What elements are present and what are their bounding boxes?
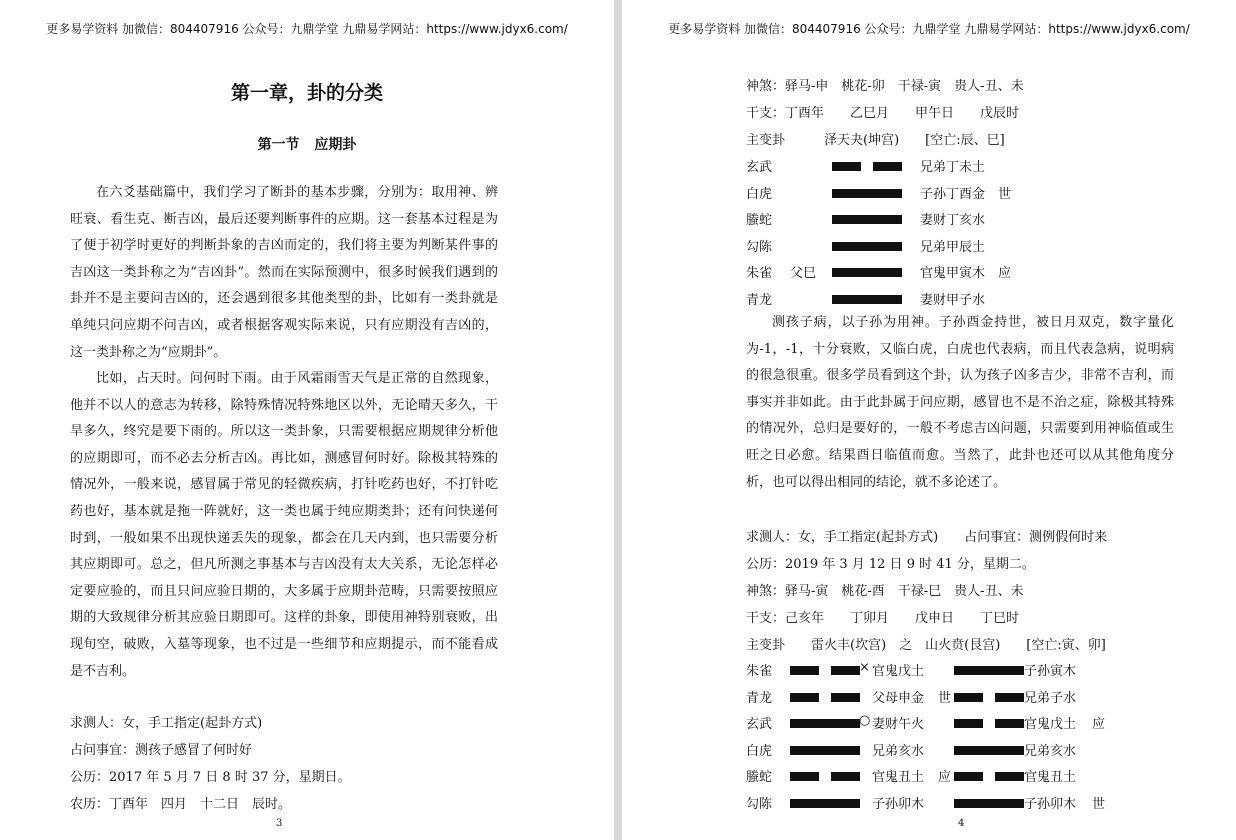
hexagram-2-row <box>622 713 1236 733</box>
yin-yao-line <box>832 162 902 171</box>
yang-yao-line <box>832 242 902 251</box>
case2-ganzhi: 干支：己亥年 丁卯月 戊申日 丁巳时 <box>746 611 1020 626</box>
main-line-relation: 妻财午火 <box>872 717 925 732</box>
line-relation: 兄弟甲辰土 <box>920 239 986 255</box>
line-relation: 妻财丁亥水 <box>920 213 986 228</box>
main-line-relation: 兄弟亥水 <box>872 743 925 759</box>
section-title: 第一节 应期卦 <box>257 137 357 153</box>
case2-shensha: 神煞：驿马-寅 桃花-酉 干禄-巳 贵人-丑、未 <box>746 584 1024 599</box>
changed-line-relation: 官鬼丑土 <box>1024 770 1077 785</box>
main-yin-yao-line <box>790 772 860 781</box>
main-line-relation: 子孙卯木 <box>872 796 925 812</box>
changed-yang-yao-line <box>954 799 1024 808</box>
changed-line-relation: 子孙卯木 <box>1024 796 1077 812</box>
changed-line-relation: 兄弟亥水 <box>1024 743 1077 759</box>
case-solar-date: 公历：2017 年 5 月 7 日 8 时 37 分，星期日。 <box>70 770 351 785</box>
six-spirit: 螣蛇 <box>746 770 773 785</box>
hexagram-2-row <box>622 766 1236 786</box>
main-line-relation: 官鬼丑土 <box>872 770 925 785</box>
yang-yao-line <box>832 215 902 224</box>
case2-solar-date: 公历：2019 年 3 月 12 日 9 时 41 分，星期二。 <box>746 557 1035 572</box>
shi-ying-marker: 应 <box>938 770 952 785</box>
shi-ying-marker: 应 <box>1092 717 1106 732</box>
hexagram-2-row <box>622 793 1236 813</box>
six-spirit: 青龙 <box>746 690 773 706</box>
intro-paragraph: 在六爻基础篇中，我们学习了断卦的基本步骤，分别为：取用神、辨旺衰、看生克、断吉凶，最后还要判断事件的应期。这一套基本过程是为了便于初学时更好的判断卦象的吉凶而定的，我们将主要为判断某件事的吉凶这一类卦称之为“吉凶卦”。然而在实际预测中，很多时候我们遇到的卦并不是主要问吉凶的，还会遇到很多其他类型的卦，比如有一类卦就是单纯只问应期不问吉凶，或者根据客观实际来说，只有应期没有吉凶的，这一类卦称之为“应期卦”。 <box>70 185 498 360</box>
line-relation: 官鬼甲寅木 应 <box>920 266 1012 281</box>
case-lunar-date: 农历：丁酉年 四月 十二日 辰时。 <box>70 797 292 812</box>
case2-querent: 求测人：女，手工指定(起卦方式) 占问事宜：测例假何时来 <box>746 530 1108 545</box>
shensha-line: 神煞：驿马-申 桃花-卯 干禄-寅 贵人-丑、未 <box>746 79 1024 94</box>
main-line-relation: 官鬼戊土 <box>872 664 925 679</box>
hidden-line: 父巳 <box>790 266 817 281</box>
changed-line-relation: 兄弟子水 <box>1024 690 1077 706</box>
right-page <box>622 0 1236 840</box>
changed-yin-yao-line <box>954 719 1024 728</box>
hexagram-1-row <box>622 209 1236 229</box>
line-relation: 兄弟丁未土 <box>920 160 986 175</box>
analysis-paragraph: 测孩子病，以子孙为用神。子孙酉金持世，被日月双克，数字量化为-1，-1，十分衰败，又临白虎，白虎也代表病，而且代表急病，说明病的很急很重。很多学员看到这个卦，认为孩子凶多吉少，非常不吉利，而事实并非如此。由于此卦属于问应期，感冒也不是不治之症，除极其特殊的情况外，总归是要好的，一般不考虑吉凶问题，只需要到用神临值或生旺之日必愈。结果酉日临值而愈。当然了，此卦也还可以从其他角度分析，也可以得出相同的结论，就不多论述了。 <box>746 315 1174 490</box>
six-spirit: 玄武 <box>746 717 773 732</box>
six-spirit: 朱雀 <box>746 664 773 679</box>
six-spirit: 白虎 <box>746 743 773 759</box>
hexagram-1-row <box>622 236 1236 256</box>
main-yang-yao-line <box>790 719 860 728</box>
hexagram-1-row <box>622 262 1236 282</box>
yang-yao-line <box>832 268 902 277</box>
main-yin-yao-line <box>790 693 860 702</box>
six-spirit: 勾陈 <box>746 796 773 812</box>
case-querent: 求测人：女，手工指定(起卦方式) <box>70 716 263 731</box>
page-number: 4 <box>958 818 965 829</box>
changed-yang-yao-line <box>954 746 1024 755</box>
hexagram-1-row <box>622 156 1236 176</box>
main-yang-yao-line <box>790 799 860 808</box>
example-paragraph: 比如，占天时。问何时下雨。由于风霜雨雪天气是正常的自然现象，他并不以人的意志为转移，除特殊情况特殊地区以外，无论晴天多久，干旱多久，终究是要下雨的。所以这一类卦象，只需要根据应期规律分析他的应期即可，而不必去分析吉凶。再比如，测感冒何时好。除极其特殊的情况外，一般来说，感冒属于常见的轻微疾病，打针吃药也好，不打针吃药也好，基本就是拖一阵就好，这一类也属于纯应期类卦；还有问快递何时到，一般如果不出现快递丢失的现象，都会在几天内到，也只需要分析其应期即可。总之，但凡所测之事基本与吉凶没有太大关系，无论怎样必定要应验的，而且只问应验日期的，大多属于应期卦范畴，只需要按照应期的大致规律分析其应验日期即可。这样的卦象，即使用神特别衰败，出现旬空，破败，入墓等现象，也不过是一些细节和应期提示，而不能看成是不吉利。 <box>70 371 498 679</box>
six-spirit: 螣蛇 <box>746 213 773 228</box>
moving-mark: × <box>859 660 870 675</box>
gua-line: 主变卦 泽天夬(坤宫) [空亡:辰、巳] <box>746 133 1005 148</box>
page-number: 3 <box>276 818 283 829</box>
page-header: 更多易学资料 加微信：804407916 公众号：九鼎学堂 九鼎易学网站：https://www.jdyx6.com/ <box>46 22 568 36</box>
six-spirit: 朱雀 <box>746 266 773 281</box>
line-relation: 子孙丁酉金 世 <box>920 186 1012 202</box>
ganzhi-line: 干支：丁酉年 乙巳月 甲午日 戊辰时 <box>746 106 1020 121</box>
hexagram-1-row <box>622 289 1236 309</box>
changed-line-relation: 子孙寅木 <box>1024 664 1077 679</box>
shi-ying-marker: 世 <box>938 690 952 706</box>
changed-yang-yao-line <box>954 666 1024 675</box>
changed-line-relation: 官鬼戊土 <box>1024 717 1077 732</box>
main-yang-yao-line <box>790 746 860 755</box>
line-relation: 妻财甲子水 <box>920 292 986 308</box>
page-header: 更多易学资料 加微信：804407916 公众号：九鼎学堂 九鼎易学网站：https://www.jdyx6.com/ <box>668 22 1190 36</box>
main-line-relation: 父母申金 <box>872 690 925 706</box>
hexagram-2-row <box>622 687 1236 707</box>
hexagram-2-row <box>622 740 1236 760</box>
changed-yin-yao-line <box>954 693 1024 702</box>
six-spirit: 勾陈 <box>746 239 773 255</box>
case-question: 占问事宜：测孩子感冒了何时好 <box>70 743 253 758</box>
left-page <box>0 0 614 840</box>
yang-yao-line <box>832 295 902 304</box>
case2-gua: 主变卦 雷火丰(坎宫) 之 山火贲(艮宫) [空亡:寅、卯] <box>746 638 1106 653</box>
main-yin-yao-line <box>790 666 860 675</box>
six-spirit: 白虎 <box>746 186 773 202</box>
yang-yao-line <box>832 189 902 198</box>
moving-mark: ○ <box>859 713 871 728</box>
hexagram-2-row <box>622 660 1236 680</box>
chapter-title: 第一章，卦的分类 <box>230 82 383 104</box>
shi-ying-marker: 世 <box>1092 796 1106 812</box>
six-spirit: 青龙 <box>746 292 773 308</box>
six-spirit: 玄武 <box>746 160 773 175</box>
changed-yin-yao-line <box>954 772 1024 781</box>
hexagram-1-row <box>622 183 1236 203</box>
